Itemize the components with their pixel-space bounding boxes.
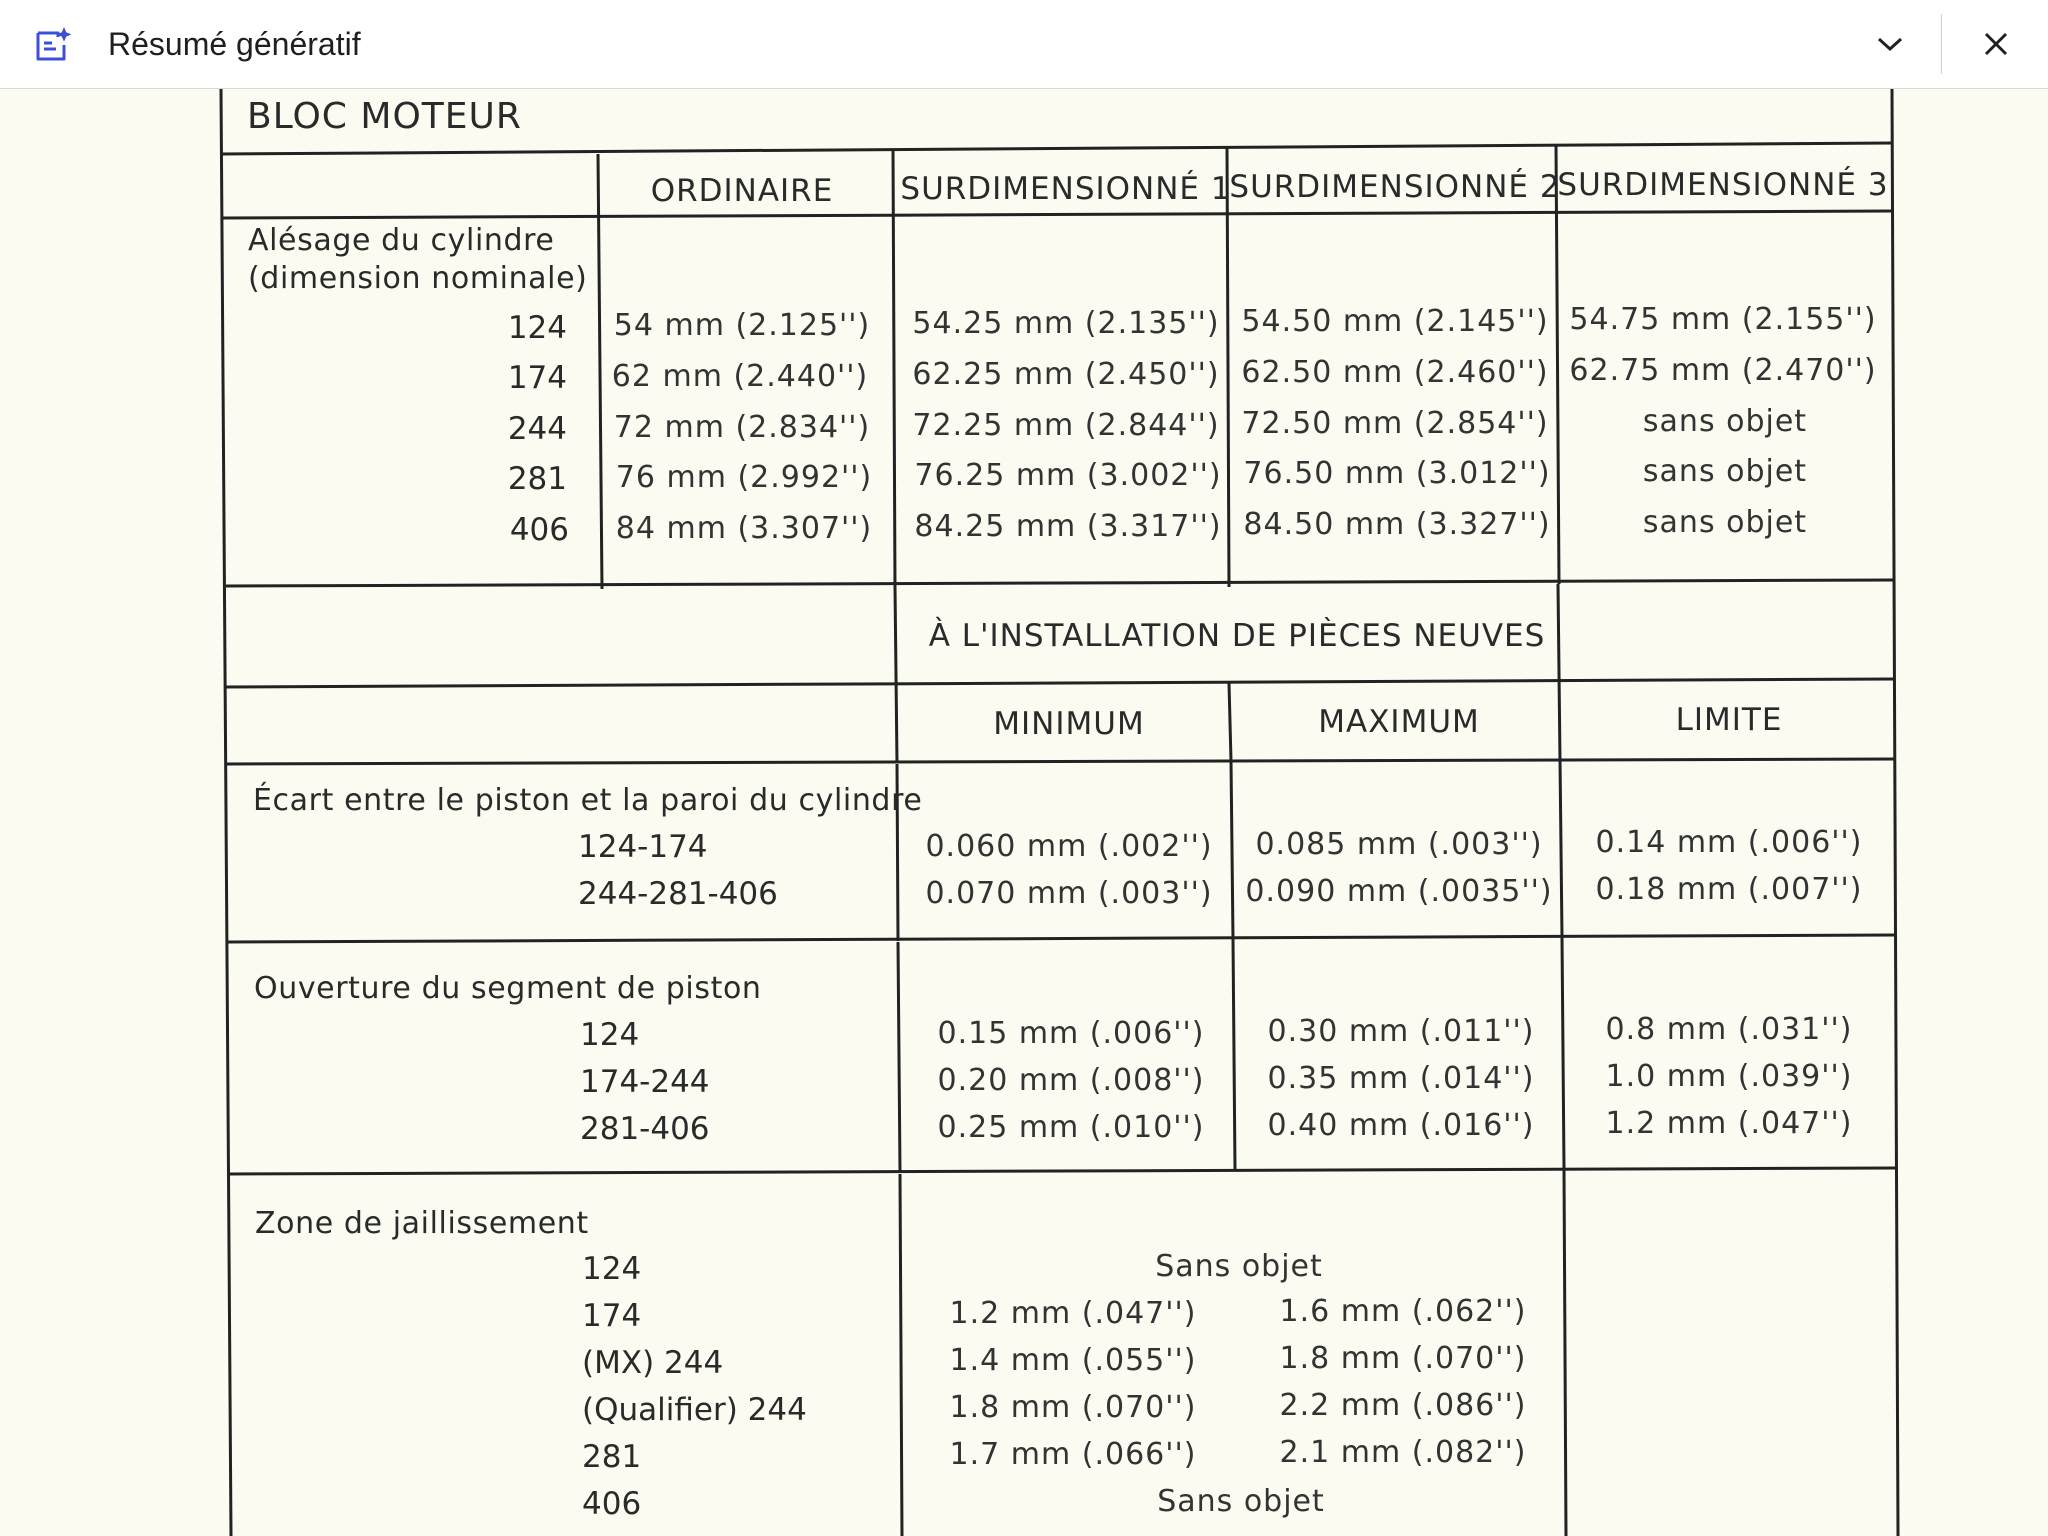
bore-model: 281: [507, 461, 567, 497]
bore-value: 76 mm (2.992''): [615, 460, 873, 495]
collapse-button[interactable]: [1866, 20, 1914, 68]
bore-value: 72.25 mm (2.844''): [912, 408, 1220, 443]
squish-min: 1.8 mm (.070''): [949, 1390, 1197, 1425]
header-divider: [1941, 14, 1942, 74]
ring-gap-max: 0.40 mm (.016''): [1267, 1108, 1535, 1143]
ring-gap-model: 281-406: [580, 1111, 710, 1147]
squish-not-applicable: Sans objet: [1155, 1249, 1323, 1284]
ring-gap-limit: 0.8 mm (.031''): [1605, 1012, 1853, 1047]
squish-model: 281: [582, 1439, 642, 1475]
bore-value: 72.50 mm (2.854''): [1241, 406, 1549, 441]
ring-gap-min: 0.25 mm (.010''): [937, 1110, 1205, 1145]
chevron-down-icon: [1876, 35, 1904, 53]
squish-min: 1.2 mm (.047''): [949, 1296, 1197, 1331]
ring-gap-limit: 1.2 mm (.047''): [1605, 1106, 1853, 1141]
bore-label-sub: (dimension nominale): [248, 261, 588, 296]
squish-min: 1.7 mm (.066''): [949, 1437, 1197, 1472]
squish-model: 174: [582, 1298, 642, 1334]
section-title: BLOC MOTEUR: [247, 96, 522, 137]
ring-gap-model: 124: [580, 1017, 640, 1053]
bore-value: 54 mm (2.125''): [613, 308, 871, 343]
column-header-minimum: MINIMUM: [993, 706, 1145, 742]
clearance-limit: 0.18 mm (.007''): [1595, 872, 1863, 907]
bore-value: 76.50 mm (3.012''): [1243, 456, 1551, 491]
bore-label: Alésage du cylindre: [248, 223, 555, 258]
ring-gap-model: 174-244: [580, 1064, 710, 1100]
ring-gap-max: 0.35 mm (.014''): [1267, 1061, 1535, 1096]
column-header-maximum: MAXIMUM: [1318, 704, 1480, 740]
clearance-max: 0.085 mm (.003''): [1255, 827, 1543, 862]
bore-value: 84.50 mm (3.327''): [1243, 507, 1551, 542]
ring-gap-max: 0.30 mm (.011''): [1267, 1014, 1535, 1049]
document-view: [0, 89, 2048, 1536]
squish-not-applicable: Sans objet: [1157, 1484, 1325, 1519]
ai-summary-icon: [34, 25, 74, 63]
bore-value: 54.50 mm (2.145''): [1241, 304, 1549, 339]
bore-value: 54.25 mm (2.135''): [912, 306, 1220, 341]
column-header-oversize-3: SURDIMENSIONNÉ 3: [1557, 167, 1889, 203]
squish-max: 2.2 mm (.086''): [1279, 1388, 1527, 1423]
column-header-oversize-2: SURDIMENSIONNÉ 2: [1229, 169, 1561, 205]
squish-max: 1.6 mm (.062''): [1279, 1294, 1527, 1329]
clearance-limit: 0.14 mm (.006''): [1595, 825, 1863, 860]
bore-value: 76.25 mm (3.002''): [914, 458, 1222, 493]
bore-value: 62 mm (2.440''): [611, 359, 869, 394]
squish-model: 124: [582, 1251, 642, 1287]
clearance-model: 124-174: [578, 829, 708, 865]
clearance-model: 244-281-406: [578, 876, 778, 912]
bore-model: 174: [507, 360, 567, 396]
ring-gap-min: 0.20 mm (.008''): [937, 1063, 1205, 1098]
clearance-max: 0.090 mm (.0035''): [1245, 874, 1553, 909]
clearance-min: 0.070 mm (.003''): [925, 876, 1213, 911]
bore-model: 244: [507, 411, 567, 447]
column-header-oversize-1: SURDIMENSIONNÉ 1: [900, 171, 1232, 207]
bore-value: 54.75 mm (2.155''): [1569, 302, 1877, 337]
clearance-label: Écart entre le piston et la paroi du cylindre: [253, 783, 923, 818]
squish-max: 1.8 mm (.070''): [1279, 1341, 1527, 1376]
squish-label: Zone de jaillissement: [255, 1206, 589, 1241]
bore-model: 406: [509, 512, 569, 548]
bore-value: sans objet: [1642, 404, 1808, 439]
clearance-min: 0.060 mm (.002''): [925, 829, 1213, 864]
ring-gap-label: Ouverture du segment de piston: [254, 971, 762, 1006]
bore-value: 62.75 mm (2.470''): [1569, 353, 1877, 388]
ring-gap-min: 0.15 mm (.006''): [937, 1016, 1205, 1051]
ring-gap-limit: 1.0 mm (.039''): [1605, 1059, 1853, 1094]
bore-value: 62.50 mm (2.460''): [1241, 355, 1549, 390]
bore-model: 124: [507, 310, 567, 346]
column-header-ordinaire: ORDINAIRE: [650, 173, 834, 209]
bore-value: sans objet: [1642, 454, 1808, 489]
close-button[interactable]: [1972, 20, 2020, 68]
bore-value: 62.25 mm (2.450''): [912, 357, 1220, 392]
bore-value: 84 mm (3.307''): [615, 511, 873, 546]
panel-header: [0, 0, 2048, 89]
squish-model: (MX) 244: [582, 1345, 724, 1381]
squish-model: 406: [582, 1486, 642, 1522]
squish-min: 1.4 mm (.055''): [949, 1343, 1197, 1378]
bore-value: 84.25 mm (3.317''): [914, 509, 1222, 544]
panel-title: Résumé génératif: [108, 26, 361, 62]
bore-value: sans objet: [1642, 505, 1808, 540]
column-header-limite: LIMITE: [1675, 702, 1783, 738]
close-icon: [1983, 31, 2009, 57]
squish-max: 2.1 mm (.082''): [1279, 1435, 1527, 1470]
bore-value: 72 mm (2.834''): [613, 410, 871, 445]
squish-model: (Qualifier) 244: [582, 1392, 807, 1428]
install-heading: À L'INSTALLATION DE PIÈCES NEUVES: [928, 618, 1546, 654]
